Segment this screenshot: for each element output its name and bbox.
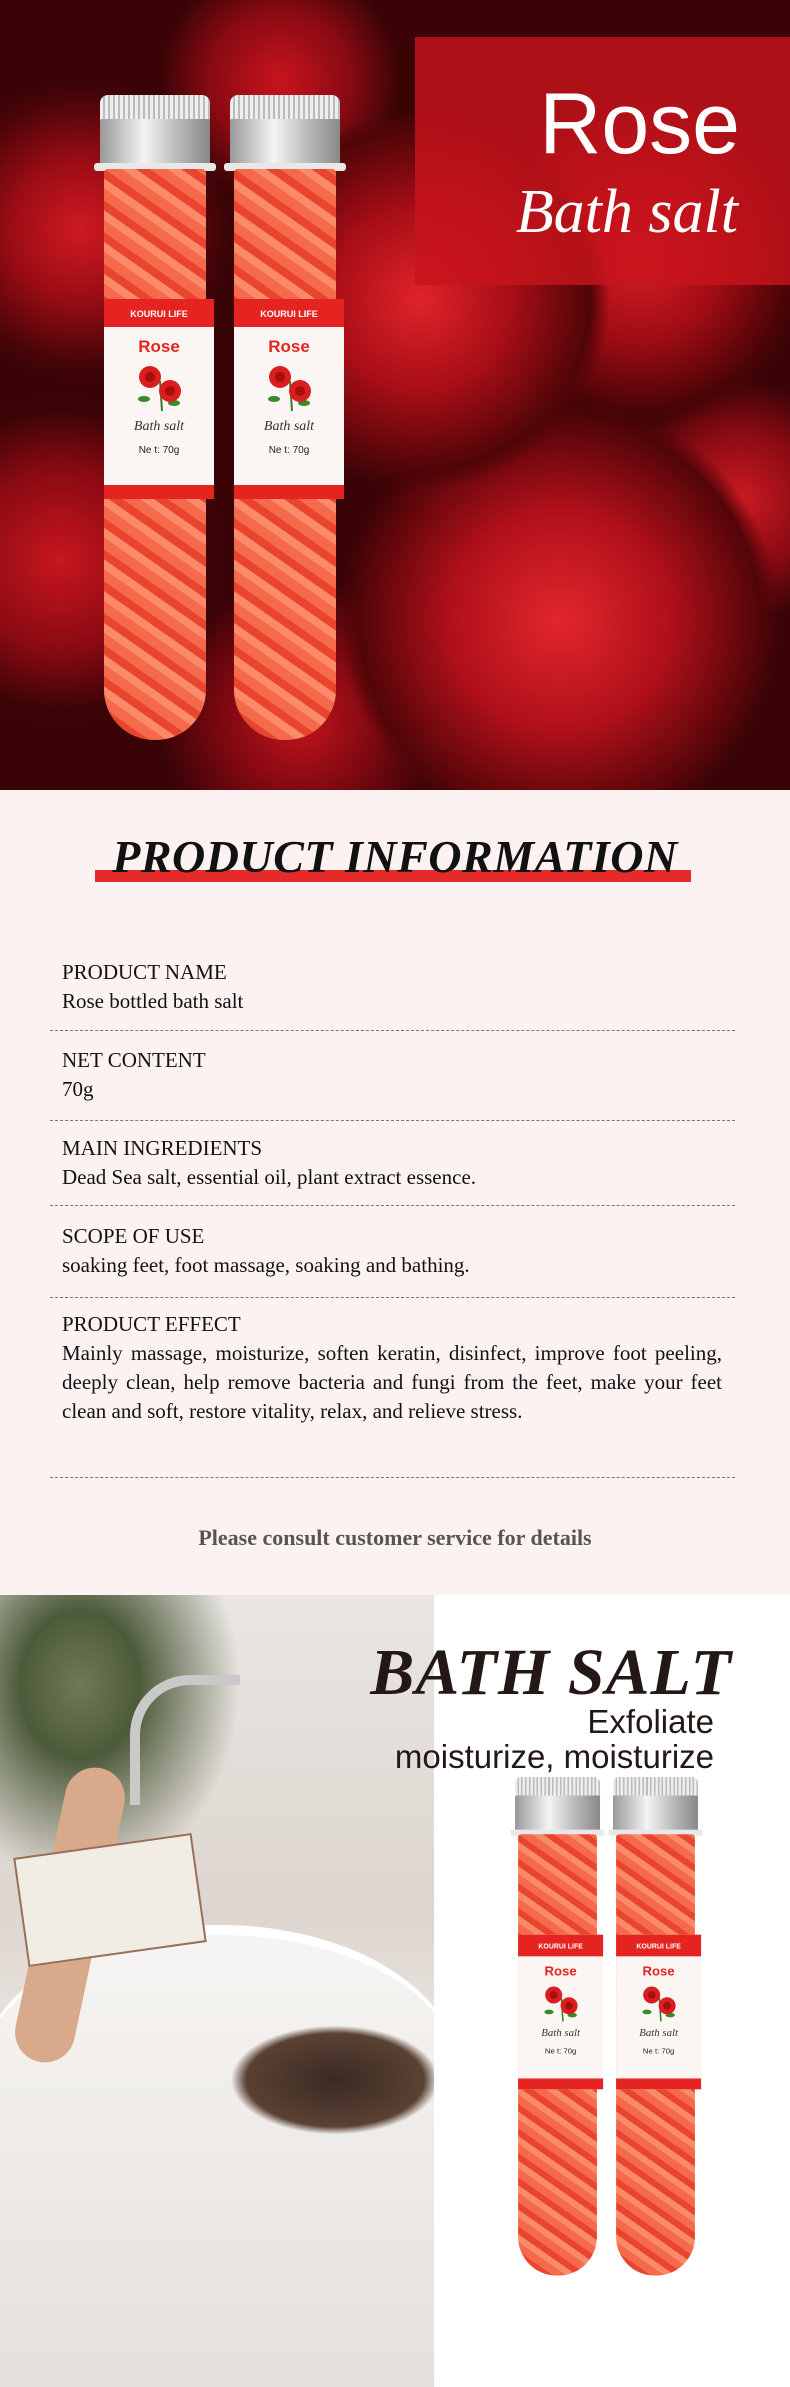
info-label: PRODUCT NAME	[62, 960, 227, 984]
label-type: Bath salt	[541, 2027, 580, 2040]
info-value: soaking feet, foot massage, soaking and bathing.	[62, 1253, 470, 1277]
label-type: Bath salt	[263, 419, 315, 434]
hair	[230, 2025, 434, 2135]
info-item	[62, 1222, 722, 1280]
bottle-cap	[100, 95, 210, 165]
bottle-body	[518, 1834, 597, 2275]
label-bottom-band	[234, 485, 344, 499]
faucet	[130, 1675, 240, 1805]
bottle-cap	[613, 1777, 698, 1831]
bath-salt-feature	[0, 1595, 790, 2387]
product-bottle	[515, 1777, 600, 2276]
label-name: Rose	[544, 1964, 577, 1979]
rose-flower-icon	[264, 361, 316, 413]
product-bottle	[230, 95, 340, 740]
feature-title: BATH SALT	[370, 1636, 732, 1709]
label-net: Ne t: 70g	[138, 445, 180, 456]
label-net: Ne t: 70g	[268, 445, 310, 456]
info-value: Dead Sea salt, essential oil, plant extract essence.	[62, 1165, 477, 1189]
info-item	[62, 1310, 722, 1426]
info-value: Mainly massage, moisturize, soften keratin, disinfect, improve foot peeling, deeply clean, help remove bacteria and fungi from the feet, make your feet clean and soft, restore vitality, relax, and relieve stress.	[62, 1341, 722, 1423]
bottle-label	[104, 299, 214, 499]
info-value: Rose bottled bath salt	[62, 989, 244, 1013]
bottle-cap	[230, 95, 340, 165]
hero-title-box	[415, 37, 790, 285]
rose-flower-icon	[541, 1983, 581, 2023]
info-value: 70g	[62, 1077, 94, 1101]
label-name: Rose	[138, 337, 180, 356]
rose-flower-icon	[639, 1983, 679, 2023]
product-information	[0, 790, 790, 1595]
hero-subtitle: Bath salt	[515, 178, 738, 246]
bottle-label	[616, 1935, 701, 2090]
label-bottom-band	[518, 2078, 603, 2089]
divider	[50, 1030, 735, 1031]
label-brand: KOURUI LIFE	[234, 299, 344, 327]
label-type: Bath salt	[639, 2027, 678, 2040]
label-bottom-band	[104, 485, 214, 499]
divider	[50, 1120, 735, 1121]
hero-banner	[0, 0, 790, 790]
label-brand: KOURUI LIFE	[518, 1935, 603, 1957]
bottle-label	[518, 1935, 603, 2090]
info-label: NET CONTENT	[62, 1048, 206, 1072]
info-item	[62, 1046, 722, 1104]
divider	[50, 1297, 735, 1298]
label-type: Bath salt	[133, 419, 185, 434]
label-bottom-band	[616, 2078, 701, 2089]
label-brand: KOURUI LIFE	[616, 1935, 701, 1957]
product-bottle	[100, 95, 210, 740]
divider	[50, 1477, 735, 1478]
bath-photo	[0, 1595, 434, 2387]
divider	[50, 1205, 735, 1206]
label-net: Ne t: 70g	[544, 2047, 577, 2057]
product-bottle	[613, 1777, 698, 2276]
info-item	[62, 1134, 722, 1192]
info-label: PRODUCT EFFECT	[62, 1312, 241, 1336]
bottle-body	[616, 1834, 695, 2275]
label-brand: KOURUI LIFE	[104, 299, 214, 327]
footer-note: Please consult customer service for details	[198, 1525, 592, 1550]
hero-title: Rose	[539, 76, 740, 172]
info-label: MAIN INGREDIENTS	[62, 1136, 263, 1160]
rose-flower-icon	[134, 361, 186, 413]
label-name: Rose	[642, 1964, 675, 1979]
info-label: SCOPE OF USE	[62, 1224, 205, 1248]
label-name: Rose	[268, 337, 310, 356]
label-net: Ne t: 70g	[642, 2047, 675, 2057]
bottle-body	[104, 169, 206, 740]
bottle-cap	[515, 1777, 600, 1831]
feature-line-2: moisturize, moisturize	[394, 1738, 714, 1775]
feature-line-1: Exfoliate	[587, 1703, 714, 1740]
bottle-body	[234, 169, 336, 740]
bottle-label	[234, 299, 344, 499]
section-heading: PRODUCT INFORMATION	[112, 831, 678, 882]
info-item	[62, 958, 722, 1016]
